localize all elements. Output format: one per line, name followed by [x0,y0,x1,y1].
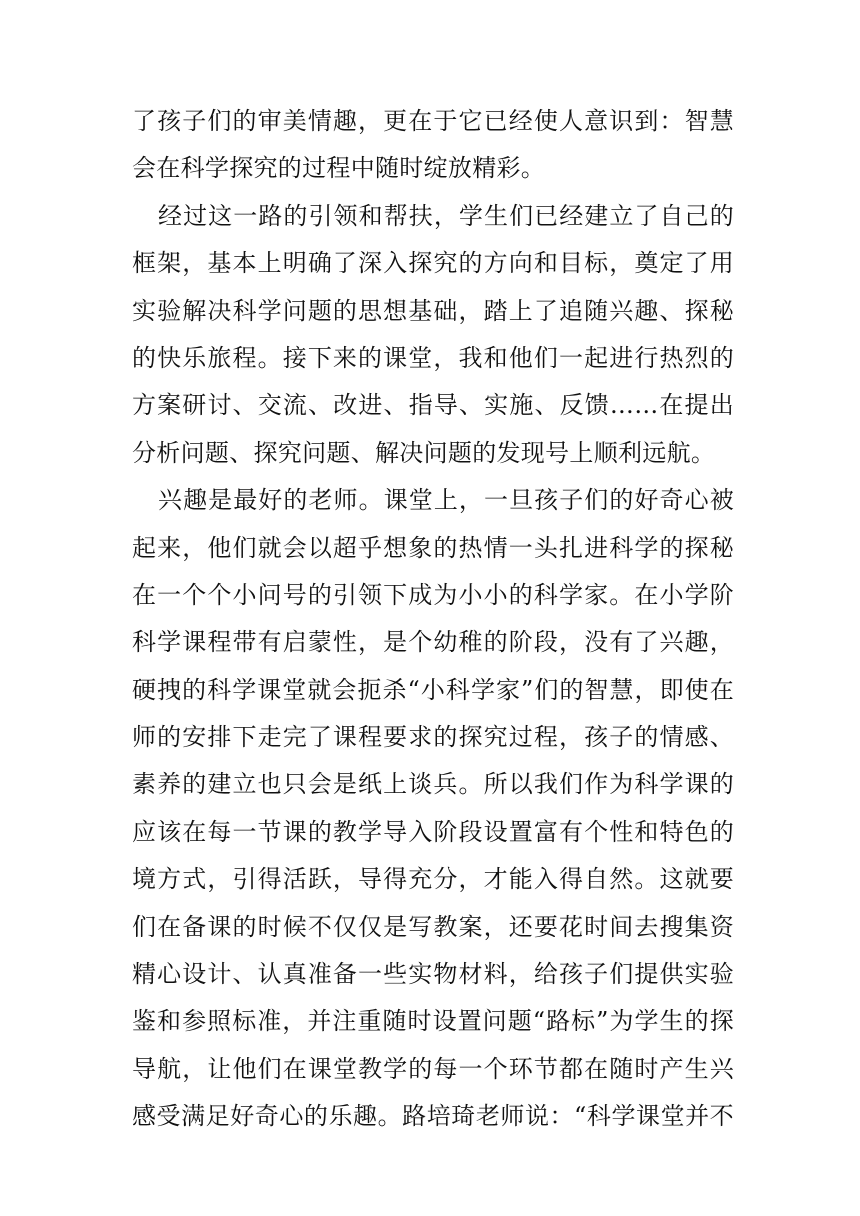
text-line: 精心设计、认真准备一些实物材料，给孩子们提供实验 [132,960,734,989]
text-line: 起来，他们就会以超乎想象的热情一头扎进科学的探秘 [132,533,734,562]
text-line: 导航，让他们在课堂教学的每一个环节都在随时产生兴 [132,1054,734,1083]
text-line: 们在备课的时候不仅仅是写教案，还要花时间去搜集资 [132,912,734,941]
text-line: 的快乐旅程。接下来的课堂，我和他们一起进行热烈的 [132,343,734,372]
text-line: 感受满足好奇心的乐趣。路培琦老师说：“科学课堂并不 [132,1102,734,1131]
text-line: 在一个个小问号的引领下成为小小的科学家。在小学阶 [132,580,734,609]
text-line: 科学课程带有启蒙性，是个幼稚的阶段，没有了兴趣， [132,628,734,657]
paragraph-3 [132,477,734,1140]
text-line: 鉴和参照标准，并注重随时设置问题“路标”为学生的探 [132,1007,734,1036]
text-line: 经过这一路的引领和帮扶，学生们已经建立了自己的 [158,201,734,230]
text-line: 境方式，引得活跃，导得充分，才能入得自然。这就要 [132,865,734,894]
text-line: 方案研讨、交流、改进、指导、实施、反馈……在提出 [132,391,734,420]
text-line: 分析问题、探究问题、解决问题的发现号上顺利远航。 [132,438,716,467]
text-line: 兴趣是最好的老师。课堂上，一旦孩子们的好奇心被 [158,486,734,515]
text-line: 会在科学探究的过程中随时绽放精彩。 [132,154,546,183]
text-line: 了孩子们的审美情趣，更在于它已经使人意识到：智慧 [132,107,734,135]
text-line: 硬拽的科学课堂就会扼杀“小科学家”们的智慧，即使在 [132,675,734,704]
paragraph-1 [132,98,734,193]
paragraph-2 [132,193,734,477]
text-line: 实验解决科学问题的思想基础，踏上了追随兴趣、探秘 [132,296,734,325]
text-line: 应该在每一节课的教学导入阶段设置富有个性和特色的 [132,817,734,846]
body-text [132,98,734,1141]
text-line: 框架，基本上明确了深入探究的方向和目标，奠定了用 [132,249,734,278]
text-line: 素养的建立也只会是纸上谈兵。所以我们作为科学课的 [132,770,734,799]
text-line: 师的安排下走完了课程要求的探究过程，孩子的情感、 [132,723,734,752]
